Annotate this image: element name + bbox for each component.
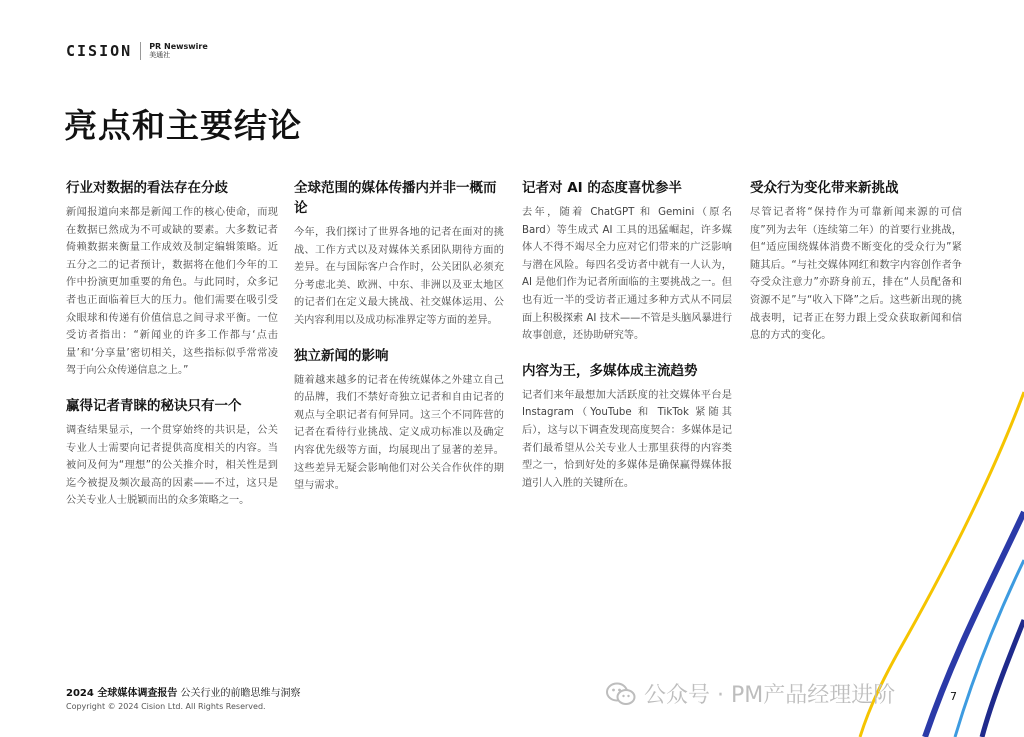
watermark — [606, 678, 895, 709]
section-body: 随着越来越多的记者在传统媒体之外建立自己的品牌，我们不禁好奇独立记者和自由记者的观点与全职记者有何异同。这三个不同阵营的记者在看待行业挑战、定义成功标准以及确定内容优先级等方面，均展现出了显著的差异。这些差异无疑会影响他们对公关合作伙伴的期望与需求。 — [294, 374, 504, 492]
wechat-icon — [606, 681, 636, 707]
section-heading: 内容为王，多媒体成主流趋势 — [522, 362, 698, 379]
section-heading: 赢得记者青睐的秘诀只有一个 — [66, 397, 242, 414]
report-subtitle: 公关行业的前瞻思维与洞察 — [177, 688, 301, 699]
cision-wordmark: CISION — [66, 42, 133, 60]
report-title: 2024 全球媒体调查报告 — [66, 688, 178, 699]
section-body: 调查结果显示，一个贯穿始终的共识是，公关专业人士需要向记者提供高度相关的内容。当被问及何为“理想”的公关推介时，相关性是到迄今被提及频次最高的因素——不过，这只是公关专业人士脱颖而出的众多策略之一。 — [66, 424, 278, 507]
section-body: 今年，我们探讨了世界各地的记者在面对的挑战、工作方式以及对媒体关系团队期待方面的差异。在与国际客户合作时，公关团队必须充分考虑北美、欧洲、中东、非洲以及亚太地区的记者们在定义最大挑战、社交媒体运用、公关内容利用以及成功标准界定等方面的差异。 — [294, 227, 504, 326]
page-title: 亮点和主要结论 — [64, 106, 302, 145]
section-heading: 独立新闻的影响 — [294, 347, 389, 364]
section-heading: 全球范围的媒体传播内并非一概而论 — [294, 180, 497, 216]
section-body: 新闻报道向来都是新闻工作的核心使命，而现在数据已然成为不可或缺的要素。大多数记者倚赖数据来衡量工作成效及制定编辑策略。近五分之二的记者预计，数据将在他们今年的工作中扮演更加重要的角色。与此同时，众多记者也正面临着巨大的压力。他们需要在吸引受众眼球和传递有价值信息之间寻求平衡。一位受访者指出：“新闻业的许多工作都与‘点击量’和‘分享量’密切相关，这些指标似乎常常凌驾于向公众传递信息之上。” — [66, 207, 278, 377]
section-body: 记者们来年最想加大活跃度的社交媒体平台是 Instagram（YouTube 和 TikTok 紧随其后），这与以下调查发现高度契合：多媒体是记者们最希望从公关专业人士那里获得的内容类型之一，恰到好处的多媒体是确保赢得媒体报道引人入胜的关键所在。 — [522, 389, 732, 489]
page-number: 7 — [950, 690, 957, 703]
section-heading: 记者对 AI 的态度喜忧参半 — [522, 180, 682, 196]
section-heading: 行业对数据的看法存在分歧 — [66, 180, 228, 196]
section-body: 尽管记者将“保持作为可靠新闻来源的可信度”列为去年（连续第二年）的首要行业挑战，但“适应围绕媒体消费不断变化的受众行为”紧随其后。“与社交媒体网红和数字内容创作者争夺受众注意力”亦跻身前五，排在“人员配备和资源不足”与“收入下降”之后。这些新出现的挑战表明，记者正在努力跟上受众获取新闻和信息的方式的变化。 — [750, 207, 962, 342]
pr-newswire-en: PR Newswire — [149, 42, 208, 51]
report-title-line — [66, 684, 301, 699]
section-heading: 受众行为变化带来新挑战 — [750, 180, 899, 196]
copyright: Copyright © 2024 Cision Ltd. All Rights Reserved. — [66, 702, 266, 711]
watermark-text: 公众号 · PM产品经理进阶 — [644, 683, 896, 708]
section-body: 去年，随着 ChatGPT 和 Gemini（原名 Bard）等生成式 AI 工具的迅猛崛起，许多媒体人不得不竭尽全力应对它们带来的广泛影响与潜在风险。每四名受访者中就有一人认为，AI 是他们作为记者所面临的主要挑战之一。但也有近一半的受访者正通过多种方式从不同层面上积极探索 AI 技术——不管是头脑风暴进行故事创意，还协助研究等。 — [522, 207, 733, 342]
footer — [66, 684, 301, 711]
pr-newswire-cn: 美通社 — [149, 51, 171, 59]
